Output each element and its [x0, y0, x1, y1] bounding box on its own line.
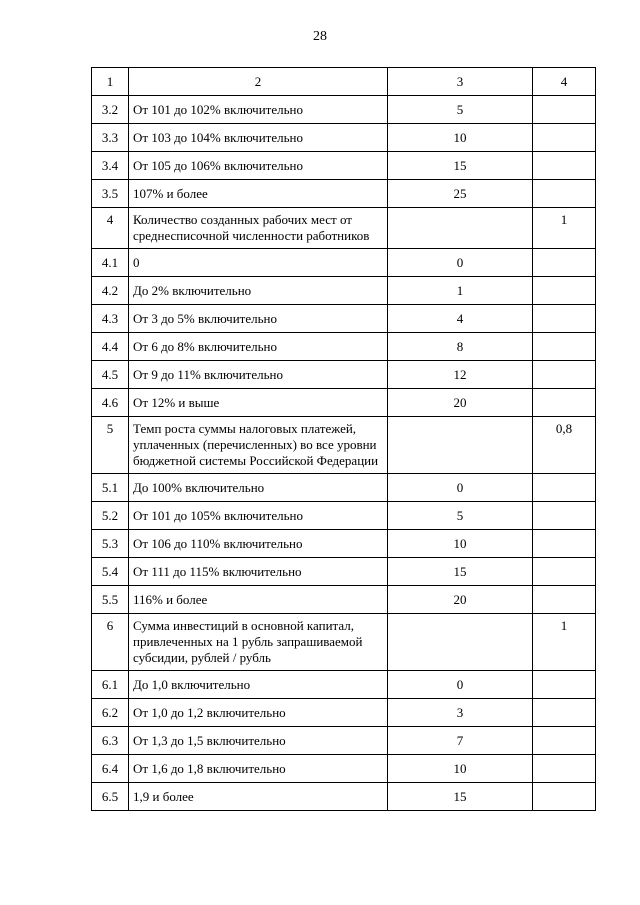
row-weight-cell: [533, 152, 596, 180]
table-row: [92, 699, 596, 727]
row-description-cell: От 6 до 8% включительно: [129, 333, 388, 361]
row-points-cell: 3: [388, 699, 533, 727]
row-number-cell: 6.4: [92, 755, 129, 783]
row-description-cell: От 9 до 11% включительно: [129, 361, 388, 389]
criteria-table-body: [92, 68, 596, 811]
row-description-cell: От 3 до 5% включительно: [129, 305, 388, 333]
row-points-cell: 5: [388, 502, 533, 530]
row-number-cell: 4.1: [92, 249, 129, 277]
row-number-cell: 4.4: [92, 333, 129, 361]
row-number-cell: 6.2: [92, 699, 129, 727]
table-row: [92, 755, 596, 783]
row-description-cell: До 1,0 включительно: [129, 671, 388, 699]
header-col-2: 2: [129, 68, 388, 96]
row-points-cell: 10: [388, 124, 533, 152]
row-weight-cell: [533, 699, 596, 727]
page-number: 28: [313, 29, 327, 44]
row-description-cell: 1,9 и более: [129, 783, 388, 811]
row-description-cell: Темп роста суммы налоговых платежей, уплаченных (перечисленных) во все уровни бюджетной системы Российской Федерации: [129, 417, 388, 474]
row-description-cell: 107% и более: [129, 180, 388, 208]
table-row: [92, 277, 596, 305]
row-weight-cell: 1: [533, 614, 596, 671]
criterion-group-row: [92, 208, 596, 249]
table-row: [92, 727, 596, 755]
table-row: [92, 249, 596, 277]
table-row: [92, 558, 596, 586]
table-row: [92, 333, 596, 361]
row-weight-cell: [533, 389, 596, 417]
row-description-cell: От 1,6 до 1,8 включительно: [129, 755, 388, 783]
table-header-row: [92, 68, 596, 96]
row-number-cell: 3.5: [92, 180, 129, 208]
row-weight-cell: [533, 361, 596, 389]
criterion-group-row: [92, 614, 596, 671]
row-description-cell: От 1,0 до 1,2 включительно: [129, 699, 388, 727]
row-number-cell: 3.3: [92, 124, 129, 152]
row-description-cell: От 12% и выше: [129, 389, 388, 417]
row-points-cell: 4: [388, 305, 533, 333]
row-points-cell: 0: [388, 249, 533, 277]
row-points-cell: 7: [388, 727, 533, 755]
row-weight-cell: [533, 755, 596, 783]
row-number-cell: 5.2: [92, 502, 129, 530]
table-row: [92, 152, 596, 180]
table-row: [92, 305, 596, 333]
row-points-cell: 8: [388, 333, 533, 361]
row-points-cell: 20: [388, 586, 533, 614]
row-description-cell: От 101 до 105% включительно: [129, 502, 388, 530]
row-weight-cell: 1: [533, 208, 596, 249]
row-description-cell: От 111 до 115% включительно: [129, 558, 388, 586]
row-number-cell: 5.3: [92, 530, 129, 558]
row-weight-cell: [533, 530, 596, 558]
row-description-cell: До 2% включительно: [129, 277, 388, 305]
table-row: [92, 474, 596, 502]
table-row: [92, 124, 596, 152]
row-weight-cell: [533, 305, 596, 333]
row-description-cell: Количество созданных рабочих мест от среднесписочной численности работников: [129, 208, 388, 249]
table-row: [92, 530, 596, 558]
row-number-cell: 4.2: [92, 277, 129, 305]
row-description-cell: От 1,3 до 1,5 включительно: [129, 727, 388, 755]
table-row: [92, 671, 596, 699]
row-number-cell: 6.5: [92, 783, 129, 811]
row-weight-cell: [533, 96, 596, 124]
row-points-cell: [388, 614, 533, 671]
row-weight-cell: [533, 727, 596, 755]
table-row: [92, 180, 596, 208]
criteria-table: [91, 67, 596, 811]
header-col-3: 3: [388, 68, 533, 96]
row-points-cell: 0: [388, 474, 533, 502]
row-weight-cell: [533, 783, 596, 811]
header-col-1: 1: [92, 68, 129, 96]
row-points-cell: 12: [388, 361, 533, 389]
row-description-cell: От 106 до 110% включительно: [129, 530, 388, 558]
table-row: [92, 96, 596, 124]
row-weight-cell: [533, 502, 596, 530]
table-row: [92, 783, 596, 811]
table-row: [92, 389, 596, 417]
header-col-4: 4: [533, 68, 596, 96]
row-points-cell: 10: [388, 755, 533, 783]
table-row: [92, 502, 596, 530]
row-weight-cell: [533, 249, 596, 277]
row-description-cell: 0: [129, 249, 388, 277]
row-number-cell: 3.4: [92, 152, 129, 180]
row-number-cell: 6: [92, 614, 129, 671]
row-weight-cell: [533, 180, 596, 208]
row-weight-cell: [533, 277, 596, 305]
row-points-cell: 15: [388, 783, 533, 811]
row-number-cell: 4.3: [92, 305, 129, 333]
row-number-cell: 5.5: [92, 586, 129, 614]
row-points-cell: 20: [388, 389, 533, 417]
row-number-cell: 3.2: [92, 96, 129, 124]
row-number-cell: 5: [92, 417, 129, 474]
row-description-cell: 116% и более: [129, 586, 388, 614]
row-number-cell: 4.6: [92, 389, 129, 417]
row-description-cell: До 100% включительно: [129, 474, 388, 502]
row-points-cell: 15: [388, 558, 533, 586]
row-number-cell: 4: [92, 208, 129, 249]
row-number-cell: 6.3: [92, 727, 129, 755]
row-points-cell: 15: [388, 152, 533, 180]
row-description-cell: От 101 до 102% включительно: [129, 96, 388, 124]
row-description-cell: От 103 до 104% включительно: [129, 124, 388, 152]
row-number-cell: 5.4: [92, 558, 129, 586]
row-points-cell: 5: [388, 96, 533, 124]
row-number-cell: 6.1: [92, 671, 129, 699]
row-weight-cell: [533, 474, 596, 502]
row-points-cell: 1: [388, 277, 533, 305]
row-description-cell: От 105 до 106% включительно: [129, 152, 388, 180]
row-weight-cell: [533, 671, 596, 699]
row-weight-cell: 0,8: [533, 417, 596, 474]
row-number-cell: 5.1: [92, 474, 129, 502]
row-weight-cell: [533, 124, 596, 152]
row-points-cell: 0: [388, 671, 533, 699]
row-weight-cell: [533, 558, 596, 586]
row-description-cell: Сумма инвестиций в основной капитал, привлеченных на 1 рубль запрашиваемой субсидии, рублей / рубль: [129, 614, 388, 671]
row-weight-cell: [533, 586, 596, 614]
row-weight-cell: [533, 333, 596, 361]
row-points-cell: [388, 208, 533, 249]
row-points-cell: 10: [388, 530, 533, 558]
table-row: [92, 361, 596, 389]
criterion-group-row: [92, 417, 596, 474]
row-points-cell: 25: [388, 180, 533, 208]
row-number-cell: 4.5: [92, 361, 129, 389]
table-row: [92, 586, 596, 614]
row-points-cell: [388, 417, 533, 474]
